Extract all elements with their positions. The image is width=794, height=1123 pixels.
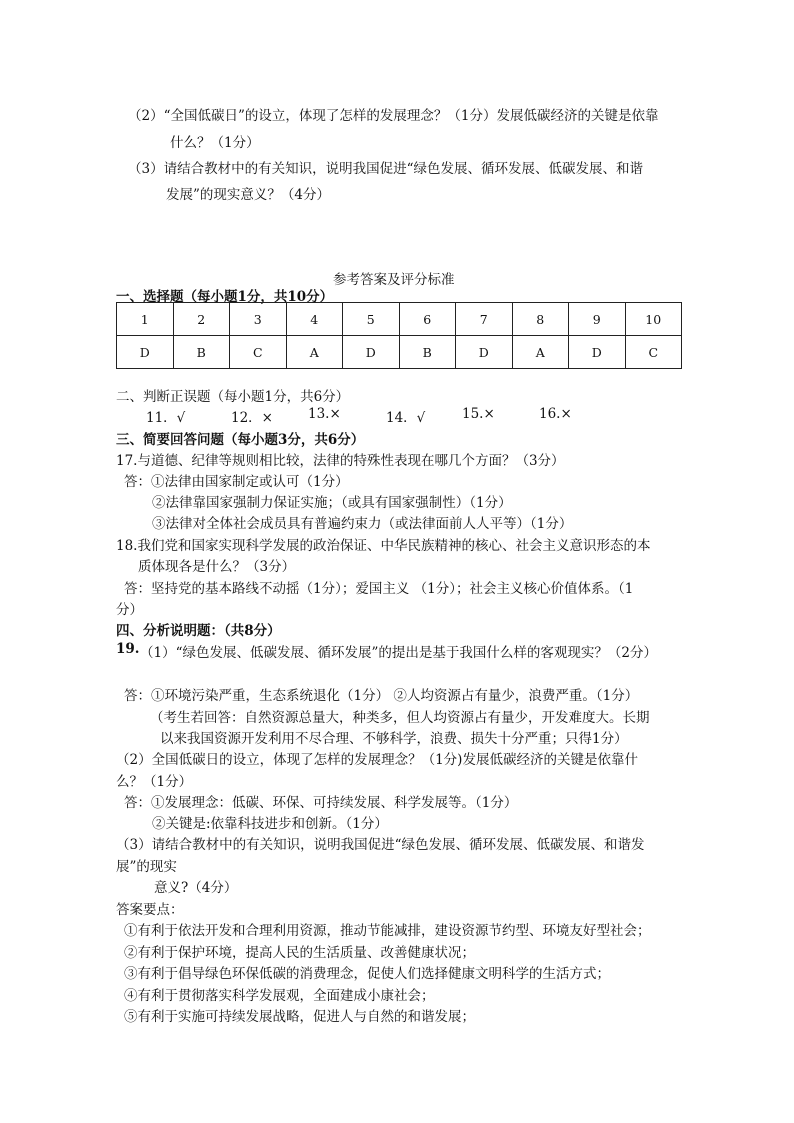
- answer-point: ⑤有利于实施可持续发展战略，促进人与自然的和谐发展；: [124, 1009, 475, 1025]
- judgement-item-14: 14．√: [386, 410, 426, 426]
- section4-heading: 四、分析说明题：（共8分）: [116, 623, 281, 639]
- judgement-item-11: 11．√: [146, 410, 186, 426]
- table-cell-number: 2: [173, 303, 230, 336]
- judgement-item-15: 15.×: [462, 406, 495, 422]
- q19-part3-question-line3: 意义?（4分）: [154, 880, 238, 896]
- table-cell-number: 9: [569, 303, 626, 336]
- q18-question-line1: 18.我们党和国家实现科学发展的政治保证、中华民族精神的核心、社会主义意识形态的本: [116, 538, 651, 554]
- q19-part2-question-line1: （2）全国低碳日的设立，体现了怎样的发展理念？（1分)发展低碳经济的关键是依靠什: [116, 752, 638, 768]
- judgement-item-12: 12．×: [231, 410, 273, 426]
- q19-part3-question-line2: 展”的现实: [116, 859, 177, 875]
- q19-part3-question-line1: （3）请结合教材中的有关知识，说明我国促进“绿色发展、循环发展、低碳发展、和谐发: [116, 837, 645, 853]
- table-cell-answer: C: [230, 336, 287, 369]
- q19-part1-question: （1）“绿色发展、低碳发展、循环发展”的提出是基于我国什么样的客观现实？（2分）: [140, 645, 657, 661]
- table-cell-answer: D: [456, 336, 513, 369]
- q18-question-line2: 质体现各是什么？（3分）: [138, 559, 296, 575]
- section2-heading: 二、判断正误题（每小题1分，共6分）: [116, 389, 350, 405]
- answer-points-heading: 答案要点：: [116, 902, 184, 918]
- table-cell-number: 6: [399, 303, 456, 336]
- q19-number: 19.: [116, 641, 140, 657]
- q17-question: 17.与道德、纪律等规则相比较，法律的特殊性表现在哪几个方面？（3分）: [116, 453, 565, 469]
- q17-answer-1: 答：①法律由国家制定或认可（1分）: [124, 474, 349, 490]
- answer-point: ④有利于贯彻落实科学发展观，全面建成小康社会；: [124, 988, 435, 1004]
- table-cell-answer: B: [173, 336, 230, 369]
- q17-answer-2: ②法律靠国家强制力保证实施；（或具有国家强制性）（1分）: [152, 495, 512, 511]
- answer-key-title: 参考答案及评分标准: [333, 272, 455, 288]
- answer-table-number-row: [117, 303, 682, 336]
- table-cell-answer: A: [286, 336, 343, 369]
- table-cell-answer: D: [343, 336, 400, 369]
- table-cell-number: 3: [230, 303, 287, 336]
- answer-point: ②有利于保护环境，提高人民的生活质量、改善健康状况；: [124, 945, 475, 961]
- answer-point: ③有利于倡导绿色环保低碳的消费理念，促使人们选择健康文明科学的生活方式；: [124, 966, 610, 982]
- table-cell-number: 1: [117, 303, 174, 336]
- section1-heading: 一、选择题（每小题1分，共10分）: [116, 289, 334, 305]
- q19-part1-answer: 答：①环境污染严重，生态系统退化（1分） ②人均资源占有量少，浪费严重。（1分）: [124, 688, 639, 704]
- q19-part2-answer-1: 答：①发展理念：低碳、环保、可持续发展、科学发展等。（1分）: [124, 795, 518, 811]
- q19-part1-note-line2: 以来我国资源开发利用不尽合理、不够科学，浪费、损失十分严重；只得1分）: [160, 731, 628, 747]
- top-q3-line2: 发展”的现实意义？（4分）: [166, 187, 330, 203]
- top-q2-line1: （2）“全国低碳日”的设立，体现了怎样的发展理念？（1分）发展低碳经济的关键是依靠: [128, 108, 659, 124]
- answer-table-answer-row: [117, 336, 682, 369]
- q19-part2-question-line2: 么？（1分）: [116, 774, 193, 790]
- q19-part2-answer-2: ②关键是:依靠科技进步和创新。（1分）: [152, 816, 388, 832]
- table-cell-answer: A: [512, 336, 569, 369]
- answer-point: ①有利于依法开发和合理利用资源，推动节能减排，建设资源节约型、环境友好型社会；: [124, 923, 651, 939]
- table-cell-number: 10: [625, 303, 682, 336]
- q18-answer-line1: 答：坚持党的基本路线不动摇（1分）；爱国主义 （1分）；社会主义核心价值体系。（1: [124, 581, 634, 597]
- section3-heading: 三、简要回答问题（每小题3分，共6分）: [116, 432, 365, 448]
- top-q3-line1: （3）请结合教材中的有关知识，说明我国促进“绿色发展、循环发展、低碳发展、和谐: [128, 161, 643, 177]
- top-q2-line2: 什么？（1分）: [170, 135, 260, 151]
- judgement-item-16: 16.×: [539, 406, 572, 422]
- table-cell-answer: D: [117, 336, 174, 369]
- table-cell-answer: D: [569, 336, 626, 369]
- answer-table: [116, 302, 682, 369]
- judgement-item-13: 13.×: [308, 406, 341, 422]
- table-cell-number: 8: [512, 303, 569, 336]
- table-cell-number: 7: [456, 303, 513, 336]
- q17-answer-3: ③法律对全体社会成员具有普遍约束力（或法律面前人人平等）（1分）: [152, 516, 573, 532]
- q19-part1-note-line1: （考生若回答：自然资源总量大，种类多，但人均资源占有量少，开发难度大。长期: [150, 710, 650, 726]
- q18-answer-line2: 分）: [116, 602, 143, 618]
- table-cell-number: 4: [286, 303, 343, 336]
- table-cell-answer: B: [399, 336, 456, 369]
- table-cell-answer: C: [625, 336, 682, 369]
- table-cell-number: 5: [343, 303, 400, 336]
